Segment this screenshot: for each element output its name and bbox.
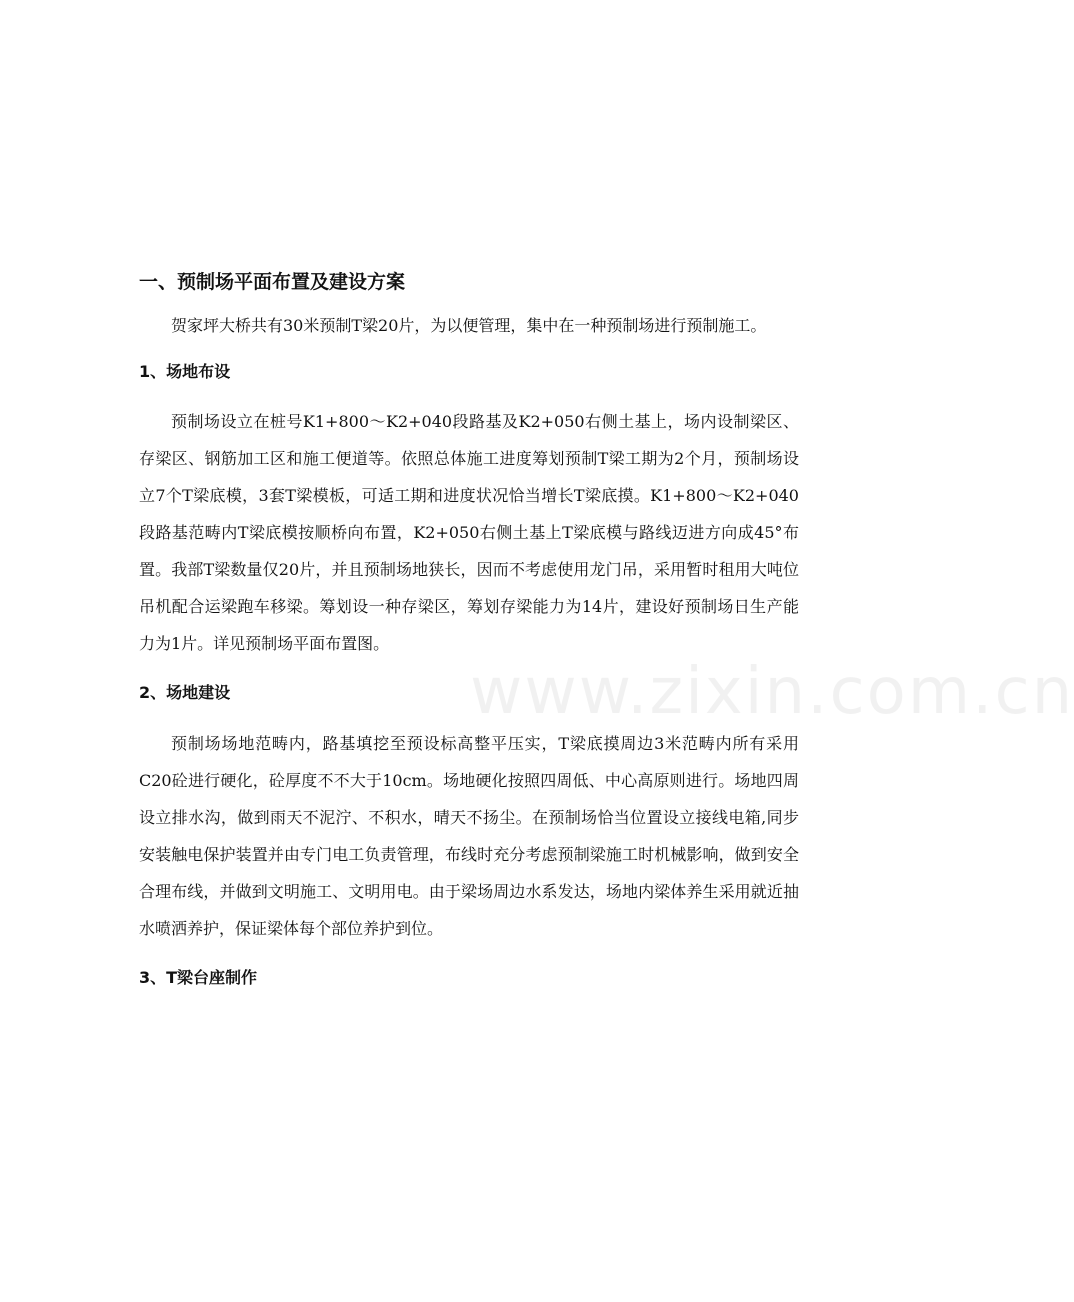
document-page xyxy=(139,264,799,993)
section-paragraph-site-layout: 预制场设立在桩号K1+800～K2+040段路基及K2+050右侧土基上，场内设制梁区、存梁区、钢筋加工区和施工便道等。依照总体施工进度筹划预制T梁工期为2个月，预制场设立7个T梁底模，3套T梁模板，可适工期和进度状况恰当增长T梁底摸。K1+800～K2+040段路基范畴内T梁底模按顺桥向布置，K2+050右侧土基上T梁底模与路线迈进方向成45°布置。我部T梁数量仅20片，并且预制场地狭长，因而不考虑使用龙门吊，采用暂时租用大吨位吊机配合运梁跑车移梁。筹划设一种存梁区，筹划存梁能力为14片，建设好预制场日生产能力为1片。详见预制场平面布置图。 xyxy=(139,412,799,653)
intro-paragraph: 贺家坪大桥共有30米预制T梁20片，为以便管理，集中在一种预制场进行预制施工。 xyxy=(171,316,767,335)
document-title: 一、预制场平面布置及建设方案 xyxy=(139,271,406,293)
section-heading-t-beam-pedestal: 3、T梁台座制作 xyxy=(139,968,258,987)
watermark: www.zixin.com.cn xyxy=(470,655,1074,729)
section-paragraph-site-construction: 预制场场地范畴内，路基填挖至预设标高整平压实，T梁底摸周边3米范畴内所有采用C20砼进行硬化，砼厚度不不大于10cm。场地硬化按照四周低、中心高原则进行。场地四周设立排水沟，做到雨天不泥泞、不积水，晴天不扬尘。在预制场恰当位置设立接线电箱,同步安装触电保护装置并由专门电工负责管理，布线时充分考虑预制梁施工时机械影响，做到安全合理布线，并做到文明施工、文明用电。由于梁场周边水系发达，场地内梁体养生采用就近抽水喷洒养护，保证梁体每个部位养护到位。 xyxy=(139,734,799,938)
section-heading-site-layout: 1、场地布设 xyxy=(139,362,231,381)
section-heading-site-construction: 2、场地建设 xyxy=(139,683,231,702)
